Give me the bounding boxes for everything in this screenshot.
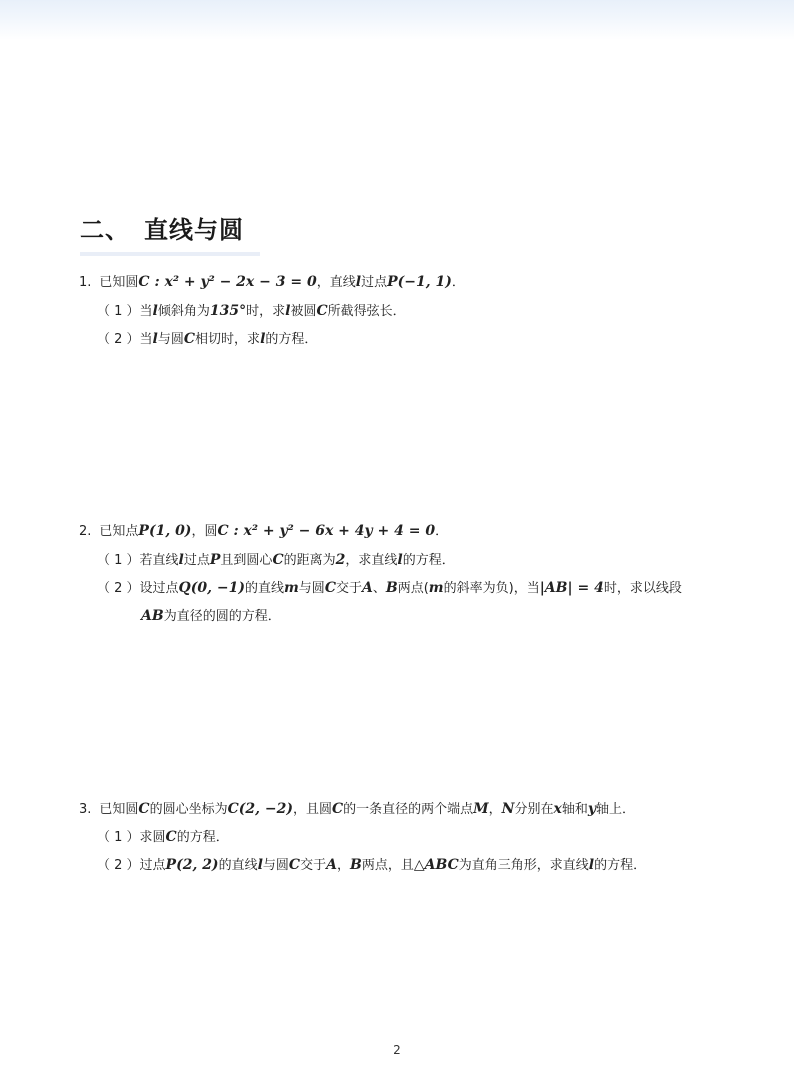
text-run: 已知圆 <box>99 275 139 290</box>
text-run: ． <box>435 524 449 539</box>
text-run: 的直线 <box>244 581 284 596</box>
text-run: 相切时，求 <box>195 332 261 347</box>
math-expression: P(1, 0) <box>138 523 192 539</box>
math-expression: N <box>501 801 515 817</box>
text-run: 已知点 <box>99 524 139 539</box>
text-run: 过点 <box>183 553 210 568</box>
text-run: （ 2 ）过点 <box>97 858 166 873</box>
problem-1-stem <box>79 273 465 292</box>
math-expression: B <box>385 580 398 596</box>
math-expression: B <box>349 857 362 873</box>
text-run: ， <box>488 802 502 817</box>
problem-number: 2. <box>79 524 92 539</box>
math-expression: P(−1, 1) <box>387 274 452 290</box>
text-run: 与圆 <box>157 332 184 347</box>
text-run: ，且圆 <box>292 802 332 817</box>
math-expression: P(2, 2) <box>165 857 219 873</box>
math-expression: AB <box>141 608 164 624</box>
math-expression: m <box>283 580 299 596</box>
text-run: （ 1 ）求圆 <box>97 830 166 845</box>
text-run: 时，求以线段 <box>603 581 682 596</box>
math-expression: A <box>326 857 337 873</box>
text-run: 交于 <box>335 581 362 596</box>
math-expression: M <box>473 801 489 817</box>
text-run: 所截得弦长． <box>327 304 406 319</box>
text-run: ， <box>336 858 350 873</box>
math-expression: l <box>260 331 266 347</box>
math-expression: C <box>138 801 150 817</box>
math-expression: l <box>588 857 595 873</box>
text-run: 的斜率为负)，当 <box>443 581 540 596</box>
math-expression: C <box>272 552 284 568</box>
text-run: 的方程． <box>402 553 455 568</box>
section-title: 直线与圆 <box>144 216 244 244</box>
math-expression: l <box>355 274 362 290</box>
math-expression: Q(0, −1) <box>178 580 245 596</box>
math-expression: l <box>178 552 184 568</box>
math-expression: C : x² + y² − 2x − 3 = 0 <box>138 274 317 290</box>
math-expression: C <box>331 801 344 817</box>
text-run: 已知圆 <box>99 802 139 817</box>
text-run: 的一条直径的两个端点 <box>343 802 474 817</box>
text-run: ，求直线 <box>345 553 398 568</box>
text-run: 为直径的圆的方程． <box>163 609 281 624</box>
math-expression: |AB| = 4 <box>539 580 604 596</box>
problem-2-part-2 <box>97 579 682 598</box>
problem-3-stem-text <box>99 802 635 817</box>
problem-2-stem <box>79 522 448 541</box>
problem-1-part-2 <box>97 330 317 349</box>
text-run: 且到圆心 <box>220 553 273 568</box>
math-expression: 2 <box>335 552 346 568</box>
math-expression: C <box>324 580 336 596</box>
math-expression: C(2, −2) <box>227 801 293 817</box>
text-run: 时，求 <box>246 304 286 319</box>
text-run: ，直线 <box>316 275 356 290</box>
math-expression: C : x² + y² − 6x + 4y + 4 = 0 <box>217 523 436 539</box>
text-run: （ 2 ）当 <box>97 332 153 347</box>
problem-2-stem-text <box>99 524 448 539</box>
text-run: 的圆心坐标为 <box>149 802 228 817</box>
problem-2-part-1 <box>97 551 455 570</box>
text-run: 为直角三角形，求直线 <box>458 858 589 873</box>
math-expression: y <box>587 801 596 817</box>
text-run: 的方程． <box>594 858 647 873</box>
text-run: 与圆 <box>262 858 289 873</box>
text-run: 两点( <box>397 581 429 596</box>
math-expression: l <box>152 303 158 319</box>
text-run: 两点，且 <box>361 858 414 873</box>
text-run: 轴上． <box>595 802 635 817</box>
page-number: 2 <box>393 1043 401 1057</box>
problem-number: 1. <box>79 275 92 290</box>
text-run: （ 1 ）若直线 <box>97 553 179 568</box>
math-expression: C <box>183 331 196 347</box>
math-expression: l <box>397 552 403 568</box>
math-expression: △ABC <box>413 857 459 873</box>
text-run: 交于 <box>300 858 327 873</box>
math-expression: P <box>209 552 221 568</box>
section-underline <box>80 252 260 256</box>
math-expression: A <box>361 580 373 596</box>
text-run: （ 1 ）当 <box>97 304 153 319</box>
text-run: 的距离为 <box>283 553 336 568</box>
problem-1-part-1 <box>97 302 406 321</box>
text-run: 的方程． <box>176 830 229 845</box>
text-run: ． <box>451 275 465 290</box>
text-run: 与圆 <box>298 581 325 596</box>
text-run: 被圆 <box>290 304 317 319</box>
text-run: 、 <box>372 581 386 596</box>
math-expression: m <box>428 580 444 596</box>
section-heading <box>80 210 244 245</box>
math-expression: 135° <box>209 303 247 319</box>
text-run: 的方程． <box>265 332 318 347</box>
problem-3-stem <box>79 800 635 819</box>
text-run: 过点 <box>361 275 388 290</box>
math-expression: C <box>288 857 301 873</box>
math-expression: l <box>285 303 291 319</box>
text-run: 轴和 <box>561 802 588 817</box>
section-number: 二、 <box>80 216 130 244</box>
problem-3-part-1 <box>97 828 229 847</box>
header-band <box>0 0 794 40</box>
math-expression: C <box>165 829 177 845</box>
math-expression: l <box>152 331 158 347</box>
problem-2-part-2-continued <box>141 607 281 626</box>
text-run: 分别在 <box>514 802 554 817</box>
math-expression: x <box>553 801 562 817</box>
math-expression: l <box>257 857 263 873</box>
problem-number: 3. <box>79 802 92 817</box>
text-run: 倾斜角为 <box>157 304 210 319</box>
math-expression: C <box>316 303 328 319</box>
text-run: 的直线 <box>218 858 258 873</box>
text-run: （ 2 ）设过点 <box>97 581 179 596</box>
problem-3-part-2 <box>97 856 646 875</box>
problem-1-stem-text <box>99 275 464 290</box>
text-run: ，圆 <box>191 524 218 539</box>
